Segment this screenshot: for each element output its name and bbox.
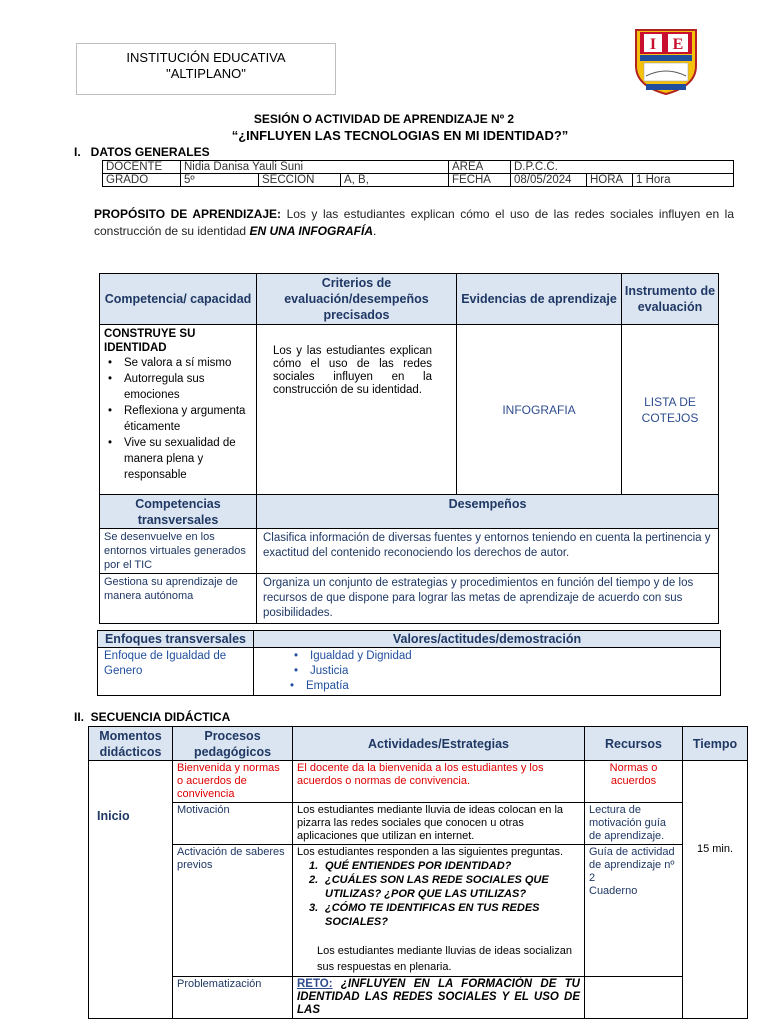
proposito-text: Los y las estudiantes explican cómo el uso de las redes sociales influyen en la construcción de su identidad	[94, 207, 734, 238]
transversal-competencia: Se desenvuelve en los entornos virtuales generados por el TIC	[100, 529, 257, 574]
fecha-value: 08/05/2024	[511, 174, 587, 187]
proceso-saberes: Activación de saberes previos	[173, 845, 293, 977]
header-desempenos: Desempeños	[257, 495, 719, 529]
session-subtitle: “¿INFLUYEN LAS TECNOLOGIAS EN MI IDENTIDAD?”	[231, 128, 569, 143]
datos-heading: I. DATOS GENERALES	[74, 145, 210, 159]
docente-value: Nidia Danisa Yauli Suni	[181, 161, 449, 174]
reto-label: RETO:	[297, 978, 333, 990]
recurso-guia: Guía de actividad de aprendizaje nº 2	[589, 846, 675, 884]
criterio-text: Los y las estudiantes explican cómo el uso de las redes sociales influyen en la construcción de su identidad.	[257, 325, 457, 495]
list-item: 2. ¿CUÁLES SON LAS REDE SOCIALES QUE UTILIZAS? ¿POR QUE LAS UTILIZAS?	[309, 874, 549, 900]
area-label: AREA	[449, 161, 511, 174]
evidencia-text: INFOGRAFIA	[457, 325, 622, 495]
logo-initial-e: E	[672, 36, 684, 53]
institution-name: INSTITUCIÓN EDUCATIVA	[126, 50, 286, 65]
header-transversales: Competencias transversales	[100, 495, 257, 529]
list-item: • Justicia	[290, 664, 720, 679]
proposito: PROPÓSITO DE APRENDIZAJE: Los y las estudiantes explican cómo el uso de las redes sociales influyen en la construcción de su identidad EN UNA INFOGRAFÍA.	[94, 207, 734, 238]
list-item: 3. ¿CÓMO TE IDENTIFICAS EN TUS REDES SOCIALES?	[309, 902, 540, 928]
header-enfoques: Enfoques transversales	[98, 631, 254, 648]
instrumento-text: LISTA DE COTEJOS	[622, 325, 719, 495]
list-item: • Empatía	[286, 679, 720, 694]
hora-label: HORA	[587, 174, 633, 187]
competencia-table	[99, 273, 719, 624]
hora-value: 1 Hora	[633, 174, 734, 187]
capacidades-list	[104, 355, 252, 483]
header-recursos: Recursos	[585, 727, 683, 761]
actividad-saberes: Los estudiantes responden a las siguientes preguntas.	[297, 846, 564, 858]
actividad-plenaria: Los estudiantes mediante lluvias de ideas socializan sus respuestas en plenaria.	[317, 945, 572, 973]
valores-list	[290, 649, 720, 694]
area-value: D.P.C.C.	[511, 161, 734, 174]
header-valores: Valores/actitudes/demostración	[254, 631, 721, 648]
list-item: 1. QUÉ ENTIENDES POR IDENTIDAD?	[309, 860, 512, 872]
momento-inicio: Inicio	[89, 761, 173, 1019]
header-procesos: Procesos pedagógicos	[173, 727, 293, 761]
secuencia-heading: II. SECUENCIA DIDÁCTICA	[74, 710, 231, 724]
seccion-value: A, B,	[341, 174, 449, 187]
list-item: • Se valora a sí mismo	[104, 355, 252, 371]
preguntas-list	[309, 859, 580, 929]
header-actividades: Actividades/Estrategias	[293, 727, 585, 761]
datos-table	[102, 160, 734, 187]
grado-value: 5º	[181, 174, 259, 187]
competencia-title: CONSTRUYE SU IDENTIDAD	[104, 328, 196, 354]
seccion-label: SECCION	[259, 174, 341, 187]
recurso-cuaderno: Cuaderno	[589, 885, 638, 897]
list-item: • Vive su sexualidad de manera plena y responsable	[104, 435, 252, 483]
enfoques-table	[97, 630, 721, 696]
proposito-emph: EN UNA INFOGRAFÍA	[249, 224, 373, 238]
proceso-motivacion: Motivación	[173, 803, 293, 845]
tiempo-inicio: 15 min.	[683, 761, 748, 1019]
actividad-motivacion: Los estudiantes mediante lluvia de ideas colocan en la pizarra las redes sociales que conocen u otras aplicaciones que utilizan en internet.	[293, 803, 585, 845]
header-competencia: Competencia/ capacidad	[100, 274, 257, 325]
transversal-desempeno: Organiza un conjunto de estrategias y procedimientos en función del tiempo y de los recursos de que dispone para lograr las metas de aprendizaje de acuerdo con sus posibilidades.	[257, 574, 719, 624]
proposito-label: PROPÓSITO DE APRENDIZAJE:	[94, 207, 282, 221]
header-momentos: Momentos didácticos	[89, 727, 173, 761]
fecha-label: FECHA	[449, 174, 511, 187]
header-instrumento: Instrumento de evaluación	[622, 274, 719, 325]
proceso-problematizacion: Problematización	[173, 977, 293, 1019]
header-criterios: Criterios de evaluación/desempeños precisados	[257, 274, 457, 325]
school-logo	[632, 26, 700, 96]
session-title: SESIÓN O ACTIVIDAD DE APRENDIZAJE Nº 2	[253, 112, 515, 126]
recurso-normas: Normas o acuerdos	[585, 761, 683, 803]
logo-initial-i: I	[649, 36, 657, 53]
transversal-competencia: Gestiona su aprendizaje de manera autónoma	[100, 574, 257, 624]
transversal-desempeno: Clasifica información de diversas fuentes y entornos teniendo en cuenta la pertinencia y exactitud del contenido reconociendo los derechos de autor.	[257, 529, 719, 574]
header-tiempo: Tiempo	[683, 727, 748, 761]
recurso-lectura: Lectura de motivación guía de aprendizaje.	[585, 803, 683, 845]
institution-school: "ALTIPLANO"	[166, 66, 246, 81]
enfoque-text: Enfoque de Igualdad de Genero	[98, 648, 254, 696]
list-item: • Reflexiona y argumenta éticamente	[104, 403, 252, 435]
institution-box	[76, 43, 336, 95]
header-evidencias: Evidencias de aprendizaje	[457, 274, 622, 325]
reto-text: ¿INFLUYEN EN LA FORMACIÓN DE TU IDENTIDAD LAS REDES SOCIALES Y EL USO DE LAS	[297, 978, 580, 1016]
grado-label: GRADO	[103, 174, 181, 187]
docente-label: DOCENTE	[103, 161, 181, 174]
actividad-bienvenida: El docente da la bienvenida a los estudiantes y los acuerdos o normas de convivencia.	[293, 761, 585, 803]
list-item: • Autorregula sus emociones	[104, 371, 252, 403]
secuencia-table	[88, 726, 748, 1019]
list-item: • Igualdad y Dignidad	[290, 649, 720, 664]
proceso-bienvenida: Bienvenida y normas o acuerdos de convivencia	[173, 761, 293, 803]
